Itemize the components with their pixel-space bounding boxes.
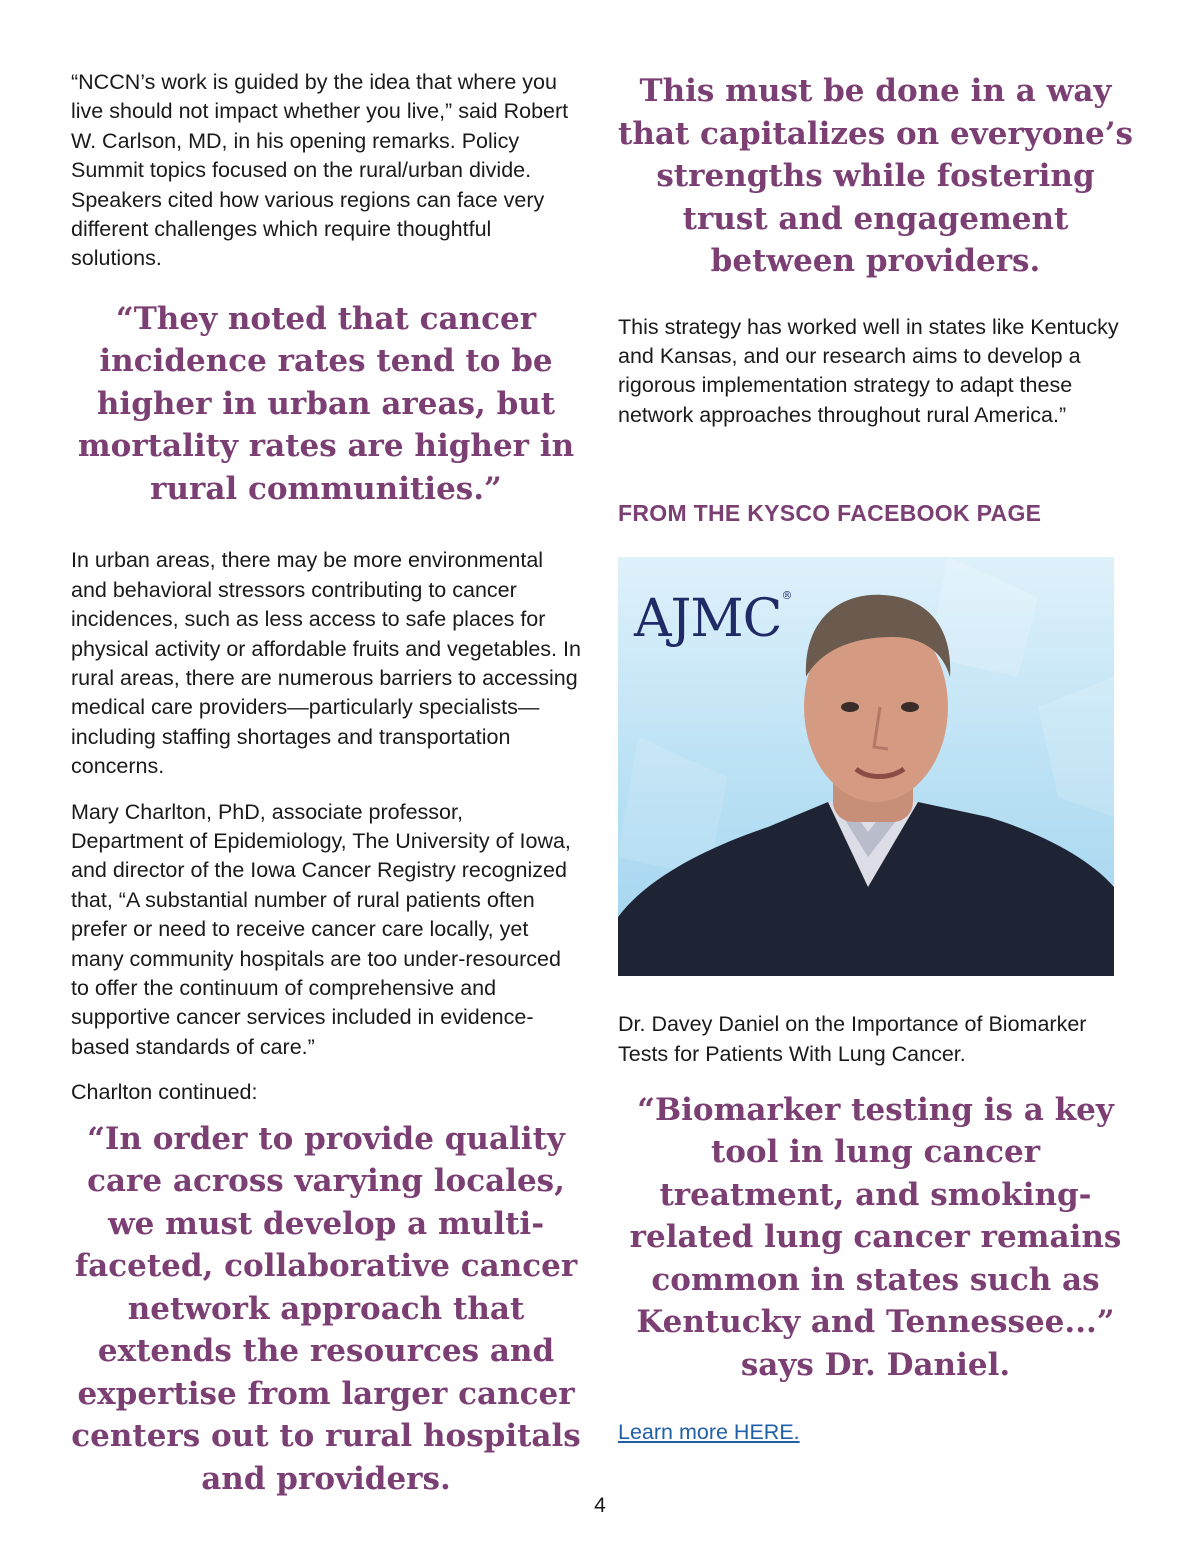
ajmc-logo	[634, 589, 791, 649]
left-column	[71, 68, 581, 1500]
charlton-paragraph: Mary Charlton, PhD, associate professor, Department of Epidemiology, The University of Iowa, and director of the Iowa Cancer Registry recognized that, “A substantial number of rural patients often prefer or need to receive cancer care locally, yet many community hospitals are too under-resourced to offer the continuum of comprehensive and supportive cancer services included in evidence-based standards of care.”	[71, 799, 571, 1059]
pull-quote-incidence: “They noted that cancer incidence rates tend to be higher in urban areas, but mortality rates are higher in rural communities.”	[77, 300, 575, 507]
photo-caption: Dr. Davey Daniel on the Importance of Biomarker Tests for Patients With Lung Cancer.	[618, 1012, 1087, 1066]
right-column	[618, 68, 1133, 1445]
urban-rural-paragraph: In urban areas, there may be more environmental and behavioral stressors contributing to cancer incidences, such as less access to safe places for physical activity or affordable fruits and vegetables. In rural areas, there are numerous barriers to accessing medical care providers—particularly specialists—including staffing shortages and transportation concerns.	[71, 548, 581, 779]
charlton-continued: Charlton continued:	[71, 1080, 258, 1105]
pull-quote-network: “In order to provide quality care across varying locales, we must develop a multi-faceted, collaborative cancer network approach that extends the resources and expertise from larger cancer centers out to rural hospitals and providers.	[71, 1120, 581, 1497]
learn-more-link[interactable]: Learn more HERE.	[618, 1420, 800, 1445]
strategy-paragraph: This strategy has worked well in states like Kentucky and Kansas, and our research aims to develop a rigorous implementation strategy to adapt these network approaches throughout rural America.”	[618, 314, 1119, 427]
page-number: 4	[594, 1494, 606, 1517]
intro-paragraph: “NCCN’s work is guided by the idea that where you live should not impact whether you live,” said Robert W. Carlson, MD, in his opening remarks. Policy Summit topics focused on the rural/urban divide. Speakers cited how various regions can face very different challenges which require thoughtful solutions.	[71, 70, 569, 271]
pull-quote-biomarker: “Biomarker testing is a key tool in lung cancer treatment, and smoking-related lung cancer remains common in states such as Kentucky and Tennessee...” says Dr. Daniel.	[629, 1091, 1122, 1383]
logo-registered-mark: ®	[781, 589, 792, 603]
pull-quote-strengths: This must be done in a way that capitalizes on everyone’s strengths while fostering trust and engagement between providers.	[618, 73, 1133, 279]
video-thumbnail[interactable]	[618, 557, 1114, 976]
section-heading: FROM THE KYSCO FACEBOOK PAGE	[618, 500, 1042, 527]
logo-text: AJMC	[634, 589, 782, 650]
